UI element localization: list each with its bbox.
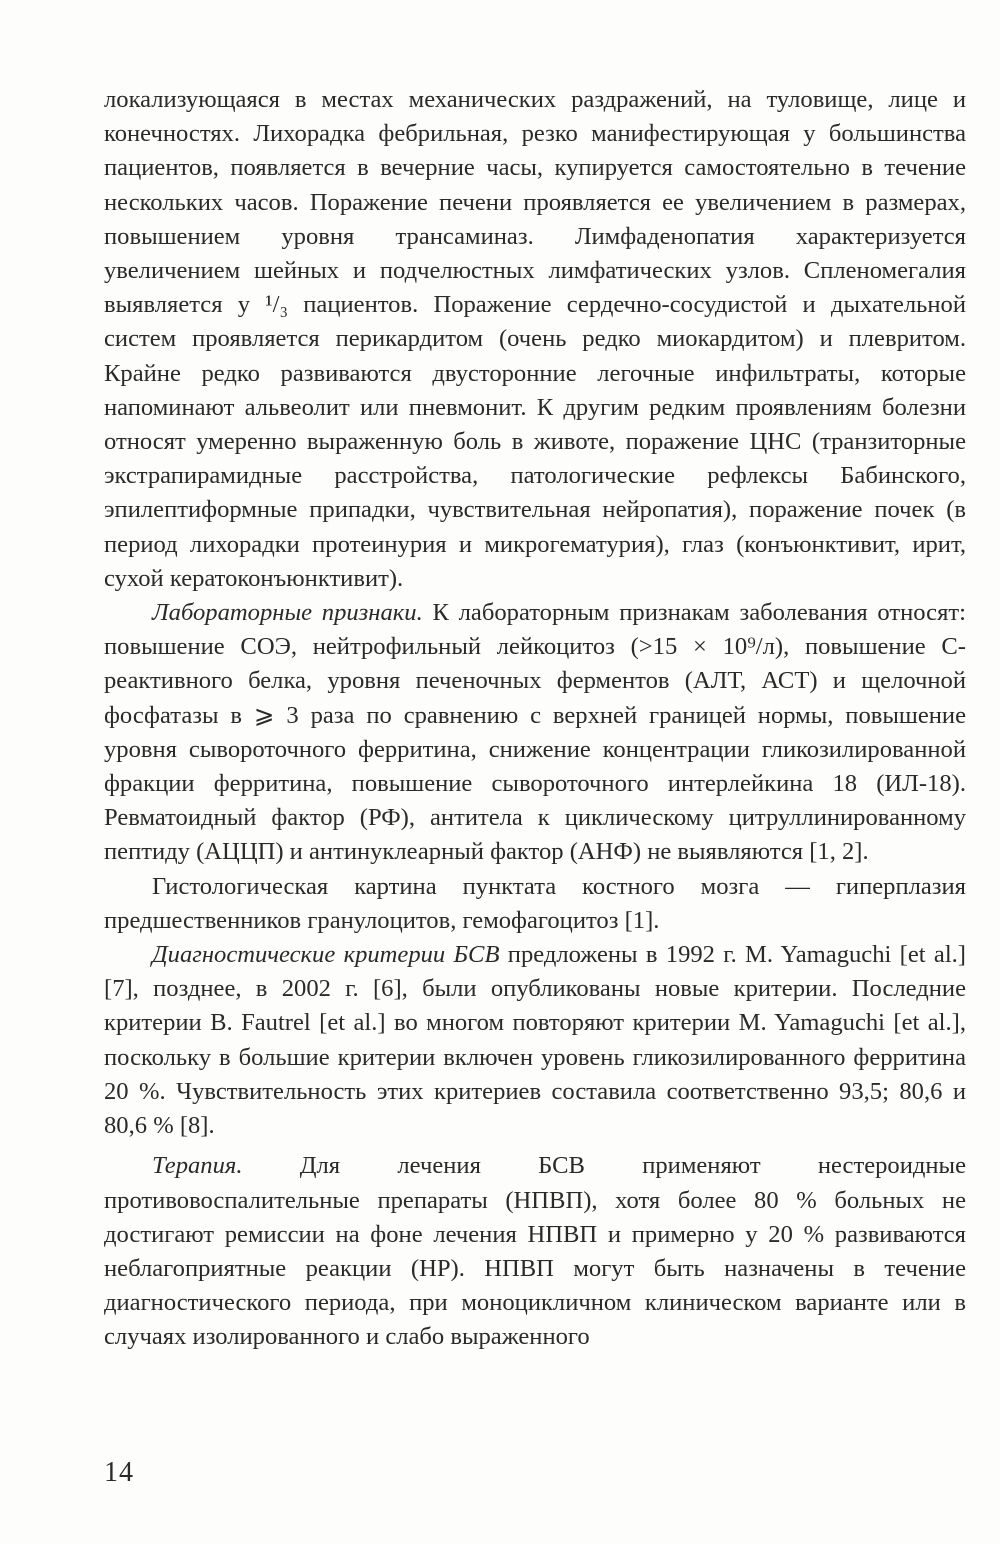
paragraph-text: предложены в 1992 г. M. Yamaguchi [et al.] [7], позднее, в 2002 г. [6], были опубликованы новые критерии. Последние критерии B. Fautrel [et al.] во многом повторяют критерии M. Yamaguchi [et al.], поскольку в большие критерии включен уровень гликозилированного ферритина 20 %. Чувствительность этих критериев составила соответственно 93,5; 80,6 и 80,6 % [8]. bbox=[104, 941, 966, 1140]
paragraph-text: локализующаяся в местах механических раздражений, на туловище, лице и конечностях. Лихорадка фебрильная, резко манифестирующая у большинства пациентов, появляется в вечерние часы, купируется самостоятельно в течение нескольких часов. Поражение печени проявляется ее увеличением в размерах, повышением уровня трансаминаз. Лимфаденопатия характеризуется увеличением шейных и подчелюстных лимфатических узлов. Спленомегалия выявляется у ¹/₃ пациентов. Поражение сердечно-сосудистой и дыхательной систем проявляется перикардитом (очень редко миокардитом) и плевритом. Крайне редко развиваются двусторонние легочные инфильтраты, которые напоминают альвеолит или пневмонит. К другим редким проявлениям болезни относят умеренно выраженную боль в животе, поражение ЦНС (транзиторные экстрапирамидные расстройства, патологические рефлексы Бабинского, эпилептиформные припадки, чувствительная нейропатия), поражение почек (в период лихорадки протеинурия и микрогематурия), глаз (конъюнктивит, ирит, сухой кератоконъюнктивит). bbox=[104, 86, 966, 592]
paragraph-lead: Терапия. bbox=[152, 1152, 243, 1180]
paragraph-symptoms-continuation bbox=[104, 83, 966, 596]
paragraph-lead: Диагностические критерии БСВ bbox=[152, 941, 500, 969]
page-number: 14 bbox=[104, 1457, 134, 1488]
paragraph-lead: Лабораторные признаки. bbox=[152, 599, 423, 627]
page-body-text bbox=[104, 83, 966, 1355]
paragraph-text: К лабораторным признакам заболевания относят: повышение СОЭ, нейтрофильный лейкоцитоз (>15 × 10⁹/л), повышение С-реактивного белка, уровня печеночных ферментов (АЛТ, АСТ) и щелочной фосфатазы в ⩾ 3 раза по сравнению с верхней границей нормы, повышение уровня сывороточного ферритина, снижение концентрации гликозилированной фракции ферритина, повышение сывороточного интерлейкина 18 (ИЛ-18). Ревматоидный фактор (РФ), антитела к циклическому цитруллинированному пептиду (АЦЦП) и антинуклеарный фактор (АНФ) не выявляются [1, 2]. bbox=[104, 599, 966, 866]
paragraph-therapy bbox=[104, 1149, 966, 1354]
paragraph-diagnostic-criteria bbox=[104, 938, 966, 1143]
paragraph-laboratory-signs bbox=[104, 596, 966, 870]
paragraph-histology bbox=[104, 870, 966, 938]
paragraph-text: Гистологическая картина пунктата костного мозга — гиперплазия предшественников гранулоцитов, гемофагоцитоз [1]. bbox=[104, 872, 966, 934]
paragraph-text: Для лечения БСВ применяют нестероидные противовоспалительные препараты (НПВП), хотя более 80 % больных не достигают ремиссии на фоне лечения НПВП и примерно у 20 % развиваются неблагоприятные реакции (НР). НПВП могут быть назначены в течение диагностического периода, при моноцикличном клиническом варианте или в случаях изолированного и слабо выраженного bbox=[104, 1152, 966, 1351]
